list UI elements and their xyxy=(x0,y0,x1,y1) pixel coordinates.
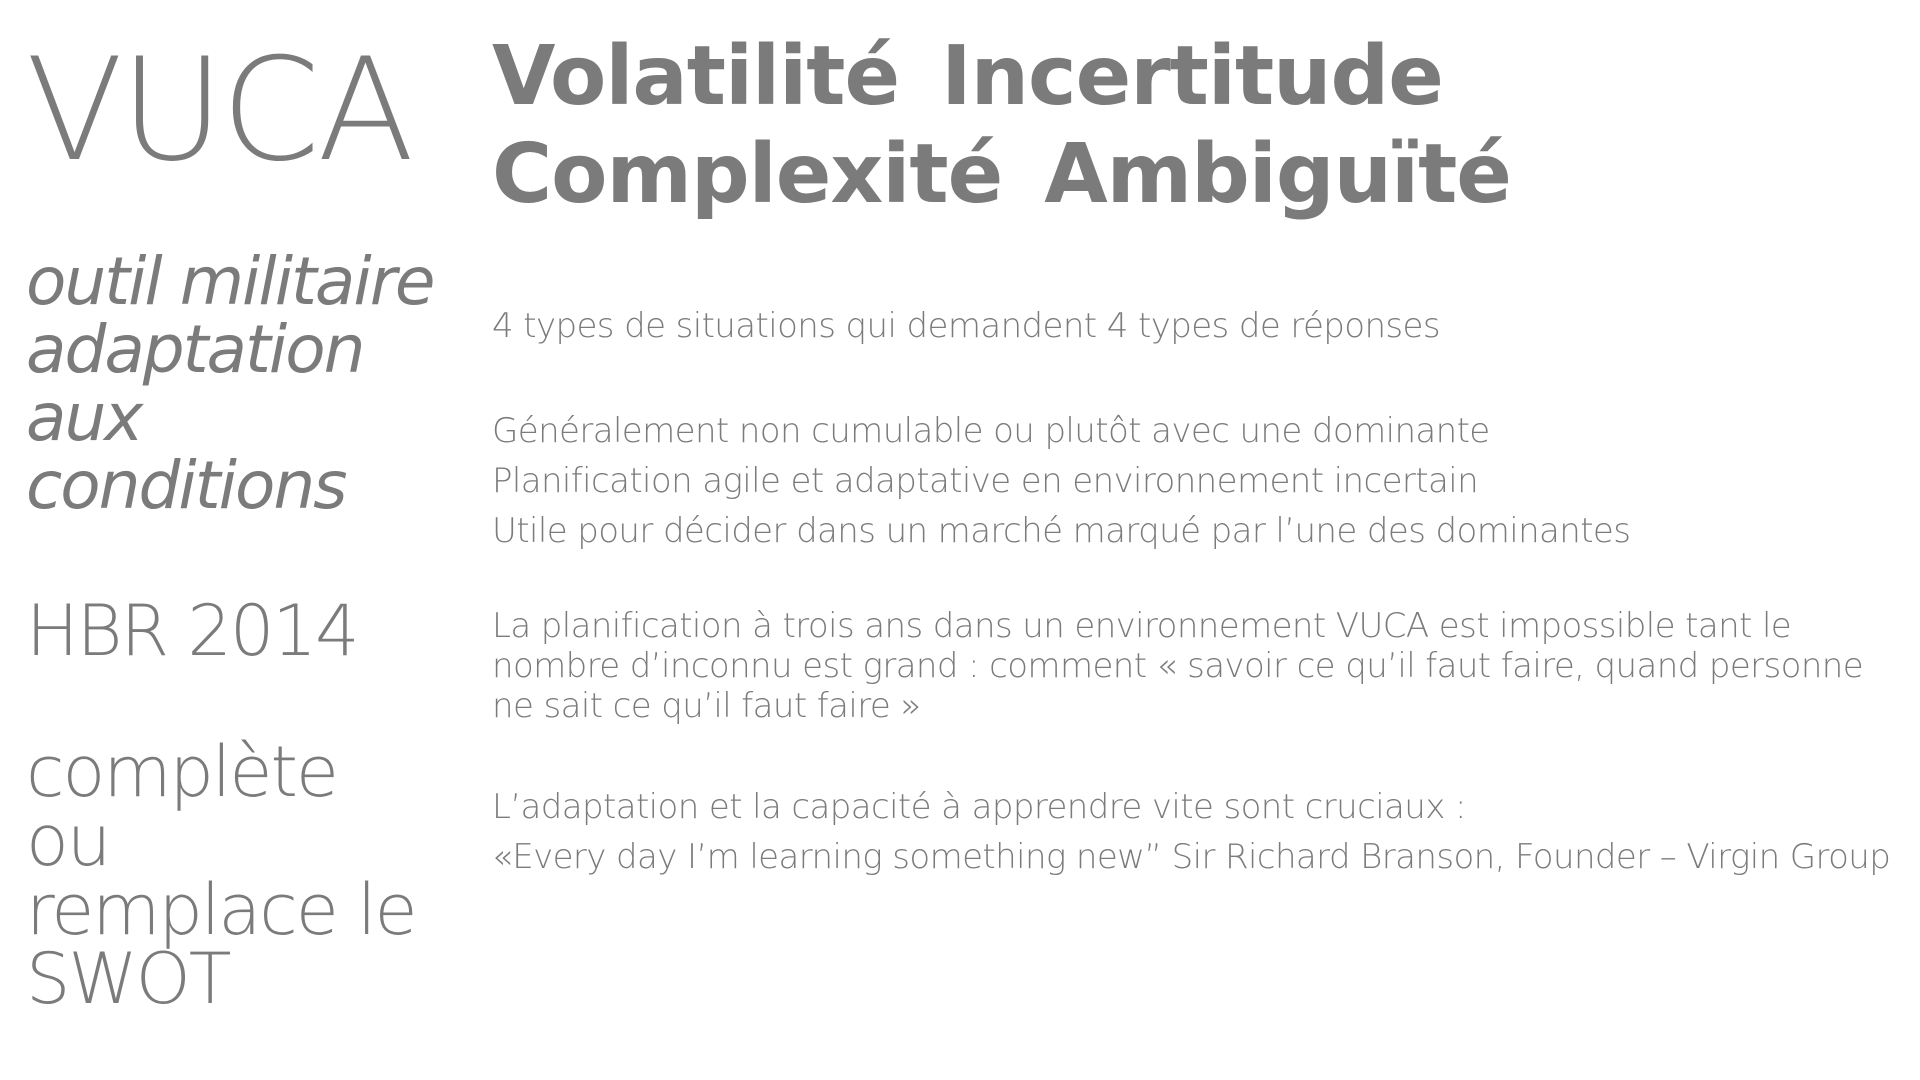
quote-line: «Every day I’m learning something new” Sir Richard Branson, Founder – Virgin Group xyxy=(492,837,1891,877)
point-line: Utile pour décider dans un marché marqué par l’une des dominantes xyxy=(492,511,1631,551)
headline-word-ambiguite: Ambiguïté xyxy=(1044,127,1511,222)
adaptation-paragraph xyxy=(492,782,1912,882)
slide-title-vuca: VUCA xyxy=(26,28,412,193)
headline-word-volatilite: Volatilité xyxy=(492,29,900,124)
swot-note-line: SWOT xyxy=(26,938,230,1020)
planning-paragraph: La planification à trois ans dans un environnement VUCA est impossible tant le nombre d’inconnu est grand : comment « savoir ce qu’il faut faire, quand personne ne sait ce qu’il faut faire » xyxy=(492,606,1864,726)
headline-row xyxy=(492,28,1511,126)
swot-note-line: remplace le xyxy=(26,869,416,951)
swot-note-line: complète xyxy=(26,731,337,813)
point-line: Planification agile et adaptative en environnement incertain xyxy=(492,461,1479,501)
adaptation-line: L’adaptation et la capacité à apprendre vite sont cruciaux : xyxy=(492,787,1466,827)
swot-note xyxy=(26,731,416,1020)
source-reference: HBR 2014 xyxy=(26,590,358,672)
headline-row xyxy=(492,126,1511,224)
subtitle-line: aux xyxy=(26,379,142,456)
subtitle-line: conditions xyxy=(26,447,346,524)
points-paragraph xyxy=(492,406,1912,556)
subtitle-line: outil militaire xyxy=(26,243,434,320)
headline-word-incertitude: Incertitude xyxy=(941,29,1443,124)
intro-paragraph xyxy=(492,306,1912,346)
vuca-headline xyxy=(492,28,1511,224)
intro-line: 4 types de situations qui demandent 4 types de réponses xyxy=(492,306,1440,346)
subtitle-line: adaptation xyxy=(26,311,364,388)
swot-note-line: ou xyxy=(26,800,110,882)
subtitle-military-tool xyxy=(26,243,434,524)
headline-word-complexite: Complexité xyxy=(492,127,1003,222)
point-line: Généralement non cumulable ou plutôt avec une dominante xyxy=(492,411,1490,451)
